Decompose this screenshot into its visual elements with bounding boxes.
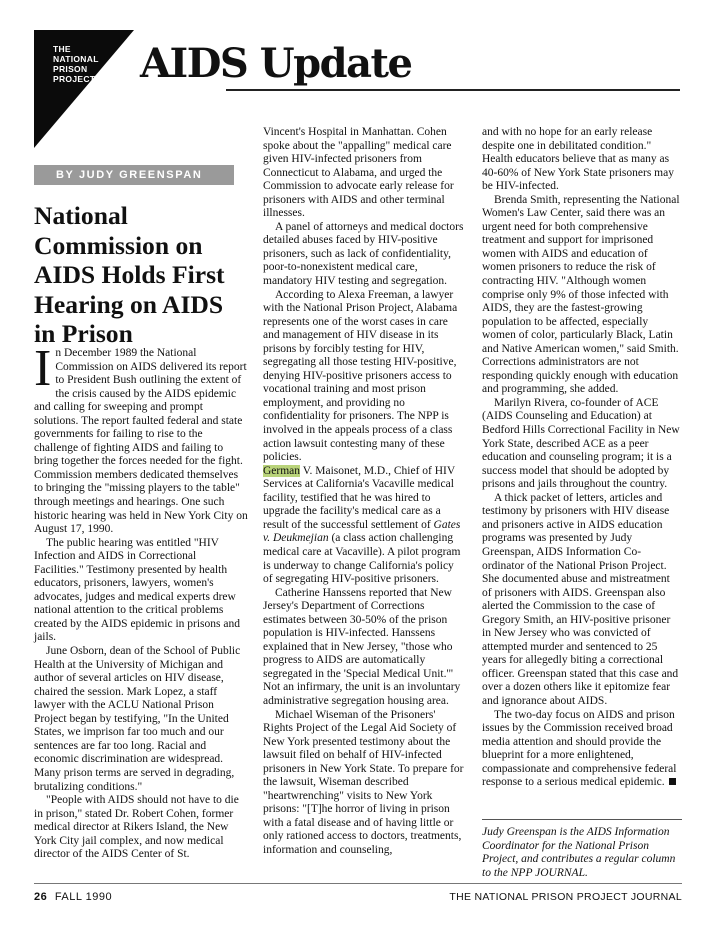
paragraph: A panel of attorneys and medical doctors detailed abuses faced by HIV-positive prisoners, such as lack of confidentiality, poor-to-nonexistent medical care, mandatory HIV testing and segregation. (263, 220, 464, 288)
article-column-2 (263, 126, 465, 858)
paragraph: Vincent's Hospital in Manhattan. Cohen spoke about the "appalling" medical care given HIV-infected prisoners from Connecticut to Alabama, and urged the Commission to advocate early release for prisoners with AIDS and other terminal illnesses. (263, 126, 454, 220)
issue-date: FALL 1990 (54, 891, 113, 903)
logo-text (53, 44, 113, 84)
header-rule (226, 89, 680, 91)
journal-name: THE NATIONAL PRISON PROJECT JOURNAL (449, 891, 682, 903)
paragraph: Marilyn Rivera, co-founder of ACE (AIDS Counseling and Education) at Bedford Hills Correctional Facility in New York State, described ACE as a peer education and counseling program; it is a success model that should be adopted by prisons and jails throughout the country. (482, 396, 680, 491)
paragraph: A thick packet of letters, articles and testimony by prisoners with HIV disease and prisoners active in AIDS education programs was presented by Judy Greenspan, AIDS Information Co-ordinator of the National Prison Project. She documented abuse and mistreatment of prisoners with AIDS. Greenspan also alerted the Commission to the case of Gregory Smith, an HIV-positive prisoner in New Jersey who was convicted of attempted murder and sentenced to 25 years for allegedly biting a correctional officer. Greenspan stated that this case and over a dozen others like it epitomize fear and ignorance about AIDS. (482, 491, 679, 707)
logo-line: THE (53, 44, 71, 54)
paragraph-text: (a class action challenging medical care at Vacaville). A pilot program is underway to change California's policy of segregating HIV-positive prisoners. (263, 532, 461, 586)
paragraph-text: The two-day focus on AIDS and prison issues by the Commission received broad media attention and should provide the blueprint for a more enlightened, compassionate and comprehensive federal response to a serious medical epidemic. (482, 708, 677, 789)
end-mark-icon (669, 778, 676, 785)
byline: BY JUDY GREENSPAN (34, 165, 234, 185)
paragraph: The public hearing was entitled "HIV Infection and AIDS in Correctional Facilities." Testimony presented by health educators, prisoners, lawyers, women's advocates, judges and medical experts drew national attention to the critical problems created by the AIDS epidemic in prisons and jails. (34, 536, 240, 644)
footer-rule (34, 883, 682, 884)
section-title: AIDS Update (140, 40, 412, 87)
page-number: 26 (34, 891, 48, 903)
paragraph: Michael Wiseman of the Prisoners' Rights Project of the Legal Aid Society of New York presented testimony about the lawsuit filed on behalf of HIV-infected prisoners in New York State. To prepare for the lawsuit, Wiseman described "heartwrenching" visits to New York prisons: "[T]he horror of living in prison with a fatal disease and of having little or only rationed access to doctors, treatments, information and counseling, (263, 708, 464, 856)
paragraph (482, 709, 682, 790)
paragraph (263, 465, 465, 587)
paragraph: Catherine Hanssens reported that New Jersey's Department of Corrections estimates between 30-50% of the prison population is HIV-infected. Hanssens explained that in New Jersey, "those who progress to AIDS are automatically segregated in the 'Special Medical Unit.'" Not an infirmary, the unit is an involuntary administrative segregation housing area. (263, 586, 461, 707)
paragraph: Brenda Smith, representing the National Women's Law Center, said there was an urgent need for both comprehensive treatment and support for imprisoned women with AIDS and education of women prisoners to reduce the risk of contracting HIV. "Although women comprise only 9% of those infected with AIDS, they are the fastest-growing population to be affected, especially women of color, particularly Black, Latin and Native American women," said Smith. Corrections administrators are not responding quickly enough with education and programming, she added. (482, 193, 680, 396)
bio-rule (482, 819, 682, 820)
logo-line: PRISON (53, 64, 88, 74)
article-column-3 (482, 126, 682, 790)
article-headline: National Commission on AIDS Holds First Hearing on AIDS in Prison (34, 201, 225, 348)
paragraph (34, 340, 248, 537)
author-bio: Judy Greenspan is the AIDS Information Coordinator for the National Prison Project, and contributes a regular column to the NPP JOURNAL. (482, 826, 676, 879)
paragraph-text: V. Maisonet, M.D., Chief of HIV Services at California's Vacaville medical facility, testified that he was hired to upgrade the facility's medical care as a result of the successful settlement of (263, 464, 455, 531)
drop-cap: I (34, 340, 52, 397)
paragraph: According to Alexa Freeman, a lawyer with the National Prison Project, Alabama represents one of the worst cases in care and management of HIV disease in its prisons by forcibly testing for HIV, segregating all those testing HIV-positive, denying HIV-positive prisoners access to vocational training and most prison employment, and providing no confidentiality for prisoners. The NPP is involved in the appeals process of a class action lawsuit contesting many of these policies. (263, 288, 458, 464)
case-name: Gates v. Deukmejian (263, 518, 461, 545)
logo-line: PROJECT (53, 74, 96, 84)
logo-line: NATIONAL (53, 54, 99, 64)
paragraph: June Osborn, dean of the School of Public Health at the University of Michigan and author of several articles on HIV disease, chaired the session. Mark Lopez, a staff lawyer with the ACLU National Prison Project began by testifying, "In the United States, we imprison far too much and our sentences are far too long. Racial and economic discrimination are widespread. Many prison terms are served in degrading, brutalizing conditions." (34, 645, 241, 793)
paragraph: "People with AIDS should not have to die in prison," stated Dr. Robert Cohen, former medical director at Rikers Island, the New York City jail complex, and now medical director of the AIDS Center of St. (34, 794, 239, 861)
article-column-1 (34, 340, 248, 862)
highlighted-word[interactable]: German (263, 464, 301, 477)
paragraph: and with no hope for an early release despite one in debilitated condition." Health educators believe that as many as 40-60% of New York State prisoners may be HIV-infected. (482, 126, 674, 193)
paragraph-text: n December 1989 the National Commission on AIDS delivered its report to President Bush outlining the extent of the crisis caused by the AIDS epidemic and calling for sweeping and prompt solutions. The report faulted federal and state governments for failing to rise to the challenge of fighting AIDS and failing to bring together the forces needed for the fight. Commission members dedicated themselves to bringing the "missing players to the table" through meetings and hearings. One such historic hearing was held in New York City on August 17, 1990. (34, 347, 248, 536)
folio (34, 891, 112, 903)
